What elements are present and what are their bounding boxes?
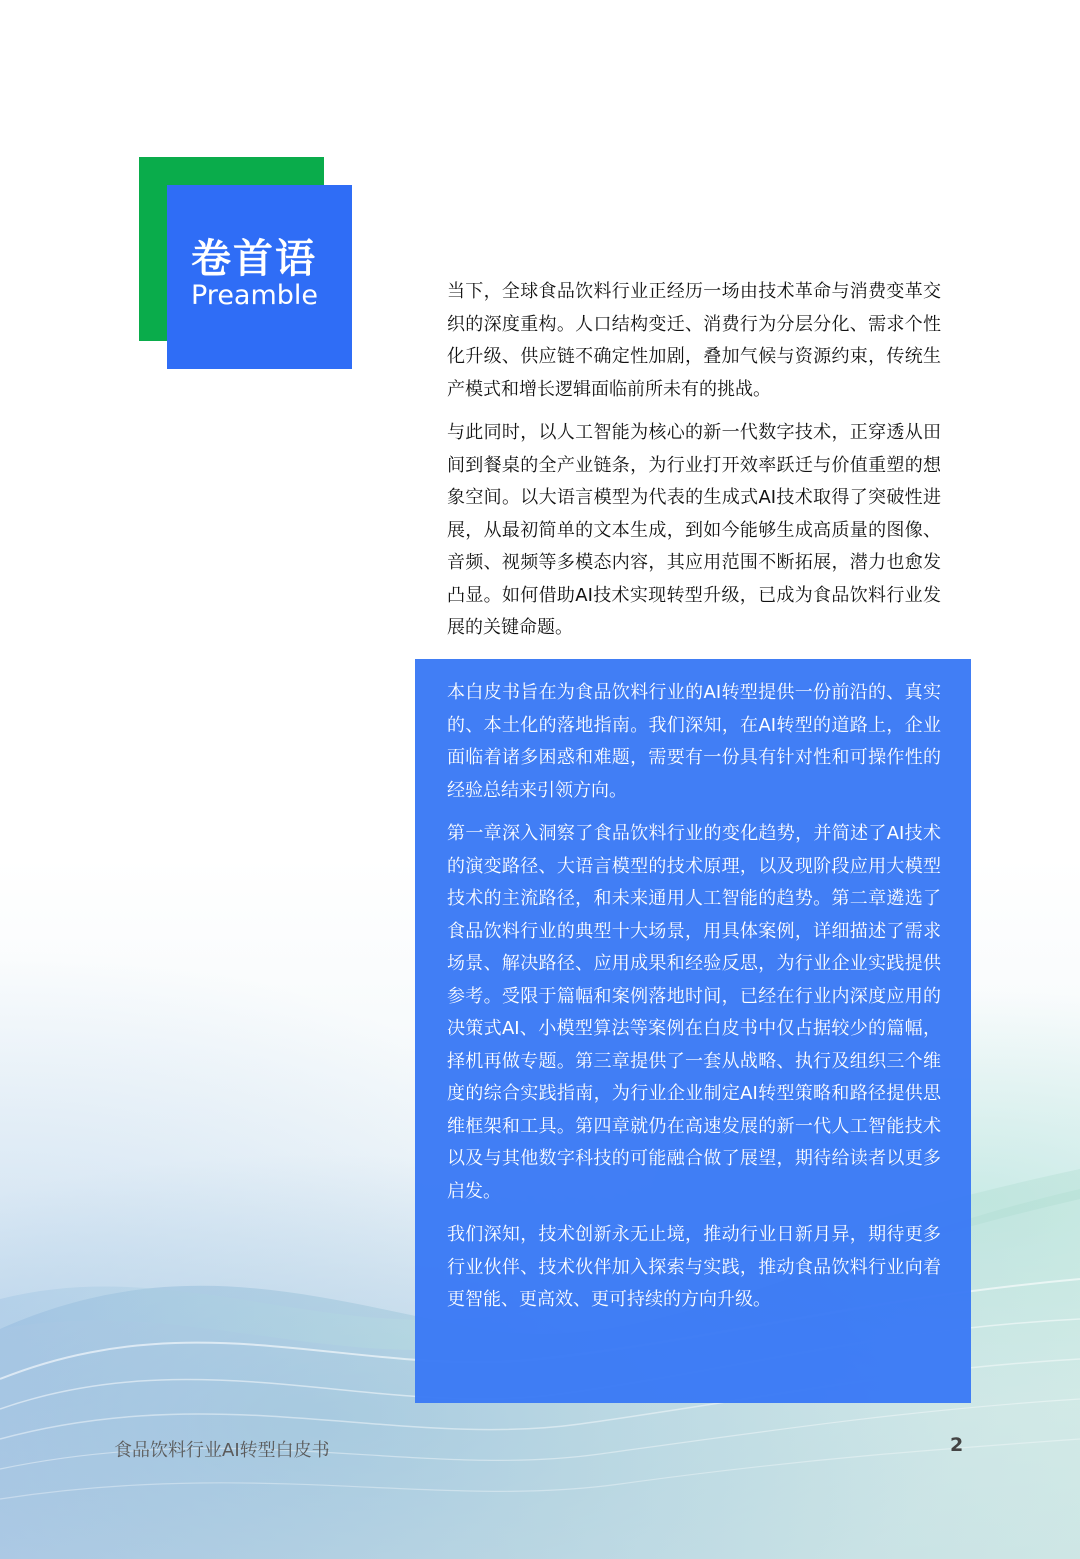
intro-text — [447, 276, 941, 656]
highlight-box-text — [447, 677, 941, 1328]
box-paragraph-2: 第一章深入洞察了食品饮料行业的变化趋势，并简述了AI技术的演变路径、大语言模型的技术原理，以及现阶段应用大模型技术的主流路径，和未来通用人工智能的趋势。第二章遴选了食品饮料行业的典型十大场景，用具体案例，详细描述了需求场景、解决路径、应用成果和经验反思，为行业企业实践提供参考。受限于篇幅和案例落地时间，已经在行业内深度应用的决策式AI、小模型算法等案例在白皮书中仅占据较少的篇幅，择机再做专题。第三章提供了一套从战略、执行及组织三个维度的综合实践指南，为行业企业制定AI转型策略和路径提供思维框架和工具。第四章就仍在高速发展的新一代人工智能技术以及与其他数字科技的可能融合做了展望，期待给读者以更多启发。 — [447, 823, 941, 1202]
box-paragraph-1: 本白皮书旨在为食品饮料行业的AI转型提供一份前沿的、真实的、本土化的落地指南。我们深知，在AI转型的道路上，企业面临着诸多困惑和难题，需要有一份具有针对性和可操作性的经验总结来引领方向。 — [447, 682, 941, 801]
preamble-title-block — [139, 157, 354, 369]
footer-document-title: 食品饮料行业AI转型白皮书 — [114, 1440, 330, 1461]
intro-paragraph-1: 当下，全球食品饮料行业正经历一场由技术革命与消费变革交织的深度重构。人口结构变迁、消费行为分层分化、需求个性化升级、供应链不确定性加剧，叠加气候与资源约束，传统生产模式和增长逻辑面临前所未有的挑战。 — [447, 281, 941, 400]
title-chinese: 卷首语 — [191, 236, 317, 282]
box-paragraph-3: 我们深知，技术创新永无止境，推动行业日新月异，期待更多行业伙伴、技术伙伴加入探索与实践，推动食品饮料行业向着更智能、更高效、更可持续的方向升级。 — [447, 1224, 941, 1310]
intro-paragraph-2: 与此同时，以人工智能为核心的新一代数字技术，正穿透从田间到餐桌的全产业链条，为行业打开效率跃迁与价值重塑的想象空间。以大语言模型为代表的生成式AI技术取得了突破性进展，从最初简单的文本生成，到如今能够生成高质量的图像、音频、视频等多模态内容，其应用范围不断拓展，潜力也愈发凸显。如何借助AI技术实现转型升级，已成为食品饮料行业发展的关键命题。 — [447, 422, 941, 638]
highlight-box — [415, 659, 971, 1403]
page-number: 2 — [950, 1434, 964, 1456]
title-english: Preamble — [191, 280, 319, 311]
